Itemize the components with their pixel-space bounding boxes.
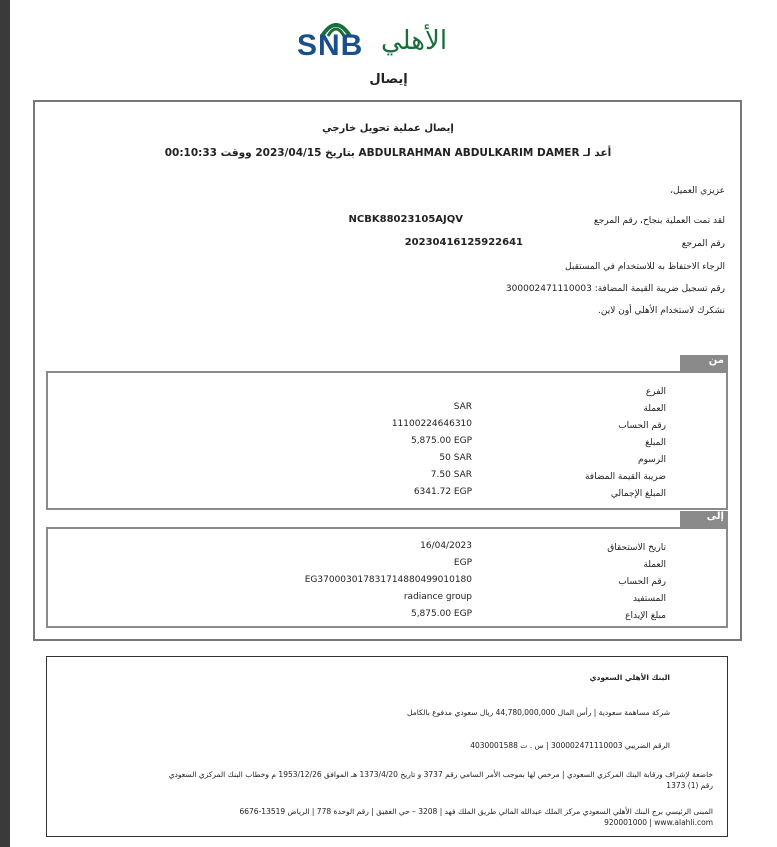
from-section-box [46, 371, 728, 510]
to-row-value: EGP [453, 558, 472, 568]
to-row-label: رقم الحساب [618, 577, 666, 587]
to-row-label: العملة [643, 560, 666, 570]
from-row-value: 6341.72 EGP [413, 487, 472, 497]
from-row-label: ضريبة القيمة المضافة [584, 472, 666, 482]
from-row-label: العملة [643, 404, 666, 414]
reference-value: 20230416125922641 [404, 237, 523, 248]
thanks-note: نشكرك لاستخدام الأهلي أون لاين. [598, 306, 725, 316]
to-row-value: 16/04/2023 [420, 541, 472, 551]
to-row-value: 5,875.00 EGP [410, 609, 472, 619]
bank-footer [46, 656, 728, 837]
bank-logo [0, 16, 777, 64]
to-row-label: تاريخ الاستحقاق [607, 543, 666, 553]
from-row-label: الرسوم [638, 455, 666, 465]
footer-regulation-line2: رقم (1) 1373 [666, 781, 713, 790]
logo-arabic-text: الأهلي [381, 26, 448, 56]
from-row-label: المبلغ [645, 438, 666, 448]
from-row-value: SAR [453, 402, 472, 412]
to-row-label: المستفيد [632, 594, 666, 604]
greeting: عزيزي العميل، [670, 186, 725, 196]
vat-note: رقم تسجيل ضريبة القيمة المضافة: 300002471110003 [505, 284, 725, 294]
success-label: لقد تمت العملية بنجاح، رقم المرجع [593, 216, 725, 226]
keep-note: الرجاء الاحتفاظ به للاستخدام في المستقبل [565, 262, 725, 272]
from-row-label: المبلغ الإجمالي [610, 489, 666, 499]
viewer-left-edge [0, 0, 10, 847]
to-section-box [46, 527, 728, 628]
from-row-value: 11100224646310 [391, 419, 472, 429]
footer-address-line1: المبنى الرئيسي برج البنك الأهلي السعودي مركز الملك عبدالله المالي طريق الملك فهد | 3208 – حي العقيق | رقم الوحدة 778 | الرياض 13519-6676 [239, 807, 713, 816]
footer-regulation-line1: خاضعة لإشراف ورقابة البنك المركزي السعودي | مرخص لها بموجب الأمر السامي رقم 3737 و تاريخ 1373/4/20 هـ الموافق 1953/12/26 م وخطاب البنك المركزي السعودي [168, 770, 713, 779]
success-reference-value: NCBK88023105AJQV [348, 214, 463, 225]
from-row-label: رقم الحساب [618, 421, 666, 431]
from-section-tab: من [680, 355, 728, 371]
to-row-label: مبلغ الإيداع [625, 611, 666, 621]
from-row-label: الفرع [645, 387, 666, 397]
to-section-tab: إلى [680, 511, 728, 527]
from-row-value: 7.50 SAR [430, 470, 472, 480]
page-title: إيصال [369, 72, 408, 87]
to-row-value: radiance group [403, 592, 472, 602]
receipt-title: إيصال عملية تحويل خارجي [322, 123, 454, 134]
to-row-value: EG370003017831714880499010180 [304, 575, 472, 585]
from-row-value: 50 SAR [439, 453, 472, 463]
reference-label: رقم المرجع [681, 239, 725, 249]
footer-tax: الرقم الضريبي 300002471110003 | س . ت 4030001588 [470, 741, 670, 750]
footer-address-line2: 920001000 | www.alahli.com [604, 818, 713, 827]
receipt-subtitle: أعد لـ ABDULRAHMAN ABDULKARIM DAMER بتاريخ 2023/04/15 ووقت 00:10:33 [164, 147, 612, 159]
logo-snb-text: SNB [297, 29, 364, 62]
from-row-value: 5,875.00 EGP [410, 436, 472, 446]
footer-bank-name: البنك الأهلي السعودي [589, 673, 670, 682]
footer-capital: شركة مساهمة سعودية | رأس المال 44,780,000,000 ريال سعودي مدفوع بالكامل [407, 708, 670, 717]
